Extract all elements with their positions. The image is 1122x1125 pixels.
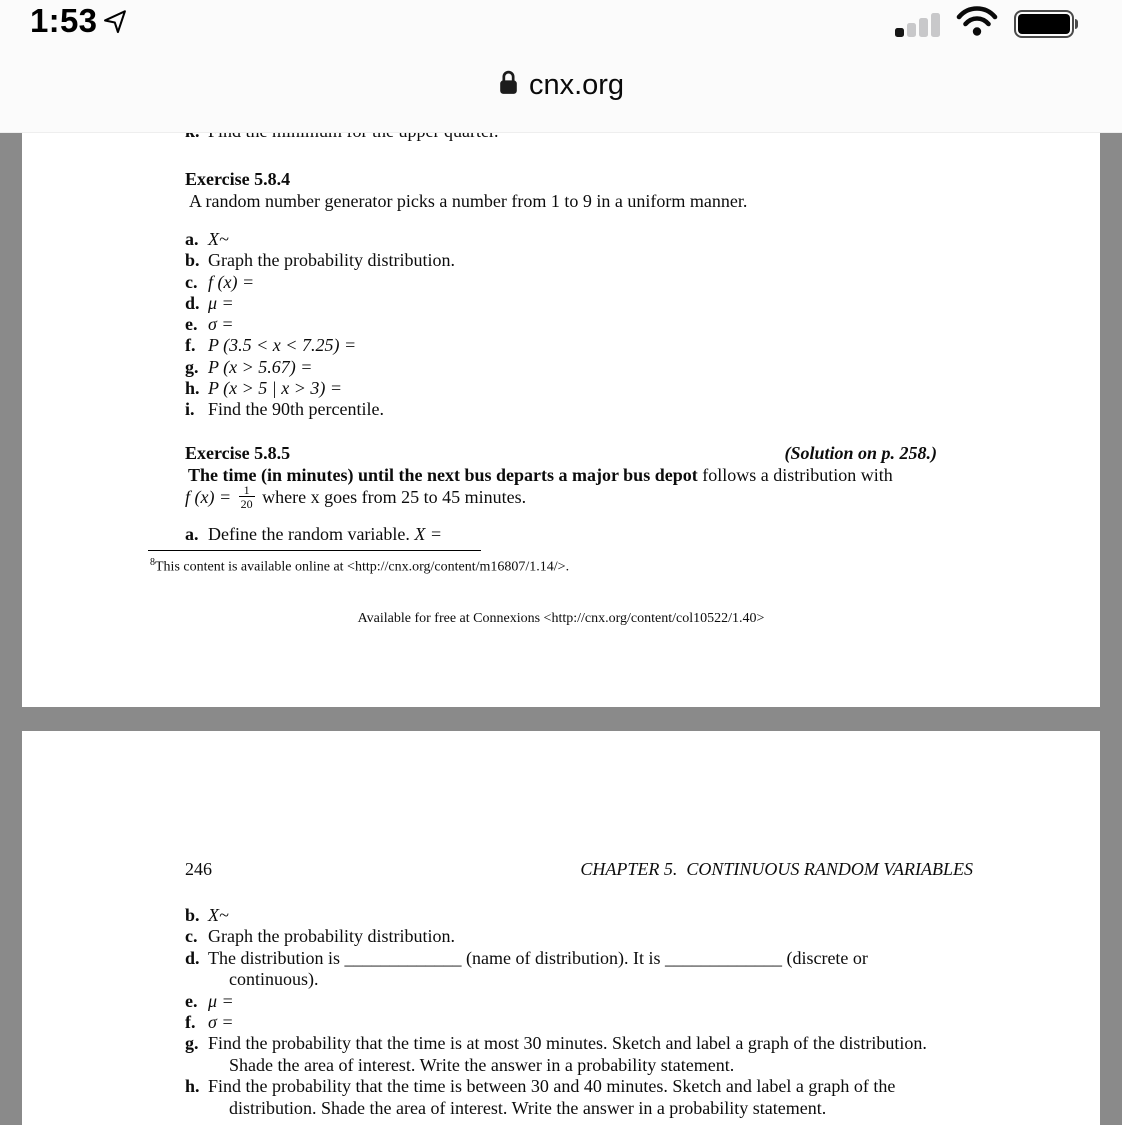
intro-bold-text: The time (in minutes) until the next bus departs a major bus depot (188, 465, 698, 485)
item-label: b. (185, 250, 200, 271)
item-label: g. (185, 1033, 199, 1054)
item-label: a. (185, 524, 199, 544)
list-item (185, 991, 937, 1012)
item-label: e. (185, 314, 198, 335)
item-label: d. (185, 947, 200, 968)
status-bar-right (895, 8, 1078, 40)
wifi-icon (956, 6, 998, 42)
battery-icon (1014, 10, 1078, 38)
item-text: Define the random variable. (208, 524, 415, 544)
item-label: e. (185, 990, 198, 1011)
item-math: P (x > 5.67) = (208, 356, 313, 377)
exercise-intro: A random number generator picks a number from 1 to 9 in a uniform manner. (189, 191, 748, 211)
item-math: σ = (208, 1012, 234, 1033)
item-label: f. (185, 1012, 196, 1033)
list-item (185, 378, 455, 399)
item-label: h. (185, 378, 200, 399)
status-bar-left (30, 2, 131, 40)
item-math: X~ (208, 229, 229, 249)
url-domain: cnx.org (528, 68, 625, 101)
list-item (185, 272, 455, 293)
location-arrow-icon (105, 6, 131, 37)
address-bar[interactable] (0, 58, 1122, 112)
item-math: f (x) = (208, 271, 255, 292)
item-math: P (3.5 < x < 7.25) = (208, 335, 357, 356)
item-math: μ = (208, 990, 234, 1011)
item-label: g. (185, 356, 199, 377)
list-item (185, 948, 937, 991)
item-label: h. (185, 1076, 200, 1097)
item-label: c. (185, 926, 198, 947)
item-text: The distribution is _____________ (name of distribution). It is _____________ (discrete or continuous). (208, 947, 868, 990)
list-item (185, 1076, 937, 1119)
item-label: c. (185, 271, 198, 292)
list-item (185, 926, 937, 947)
list-item (185, 335, 455, 356)
exercise-header-row (185, 443, 937, 464)
exercise-item-list (185, 524, 442, 545)
availability-notice: Available for free at Connexions <http://cnx.org/content/col10522/1.40> (357, 611, 765, 626)
footnote (150, 557, 569, 576)
fraction-denominator: 20 (240, 496, 253, 511)
fraction-numerator: 1 (243, 482, 250, 497)
item-label: d. (185, 292, 200, 313)
item-math: μ = (208, 292, 234, 313)
list-item (185, 314, 455, 335)
item-math: X~ (208, 905, 229, 925)
item-label: b. (185, 905, 200, 925)
page-number: 246 (185, 859, 212, 879)
item-text: Graph the probability distribution. (208, 926, 455, 947)
item-math: σ = (208, 314, 234, 335)
footnote-divider (148, 550, 481, 551)
exercise-item-list (185, 229, 455, 421)
footnote-marker: 8 (150, 557, 155, 568)
running-header (185, 859, 973, 880)
list-item (185, 293, 455, 314)
browser-chrome (0, 0, 1122, 133)
item-text: Find the 90th percentile. (208, 399, 384, 420)
list-item (185, 1033, 937, 1076)
item-label: i. (185, 399, 195, 420)
item-text: Find the probability that the time is between 30 and 40 minutes. Sketch and label a graph of the distribution. Shade the area of interest. Write the answer in a probability statement. (208, 1076, 896, 1118)
list-item (185, 357, 455, 378)
list-item (185, 250, 455, 271)
list-item (185, 229, 455, 250)
pdf-page-2 (22, 731, 1100, 1125)
density-formula (185, 482, 526, 512)
cellular-signal-icon (895, 12, 940, 37)
item-label: a. (185, 229, 199, 249)
formula-suffix: where x goes from 25 to 45 minutes. (257, 486, 527, 507)
chapter-title: CHAPTER 5. CONTINUOUS RANDOM VARIABLES (580, 859, 973, 879)
lock-icon (498, 69, 519, 101)
pdf-page-1 (22, 133, 1100, 707)
fraction (239, 484, 255, 511)
footnote-text: This content is available online at <http://cnx.org/content/m16807/1.14/>. (155, 559, 570, 575)
list-item (185, 1012, 937, 1033)
exercise-item-list (185, 905, 937, 1119)
list-item (185, 905, 937, 926)
item-math: X = (414, 524, 443, 544)
exercise-title: Exercise 5.8.4 (185, 169, 291, 189)
formula-prefix: f (x) = (185, 486, 236, 507)
item-text: Graph the probability distribution. (208, 250, 455, 271)
item-math: P (x > 5 | x > 3) = (208, 378, 343, 399)
list-item (185, 524, 442, 545)
item-label: f. (185, 335, 196, 356)
exercise-title: Exercise 5.8.5 (185, 443, 291, 463)
item-text: Find the probability that the time is at most 30 minutes. Sketch and label a graph of the distribution. Shade the area of interest. Write the answer in a probability statement. (208, 1033, 927, 1075)
intro-rest-text: follows a distribution with (697, 465, 893, 485)
solution-reference: (Solution on p. 258.) (784, 443, 937, 463)
list-item (185, 399, 455, 420)
clock-time: 1:53 (30, 2, 98, 39)
